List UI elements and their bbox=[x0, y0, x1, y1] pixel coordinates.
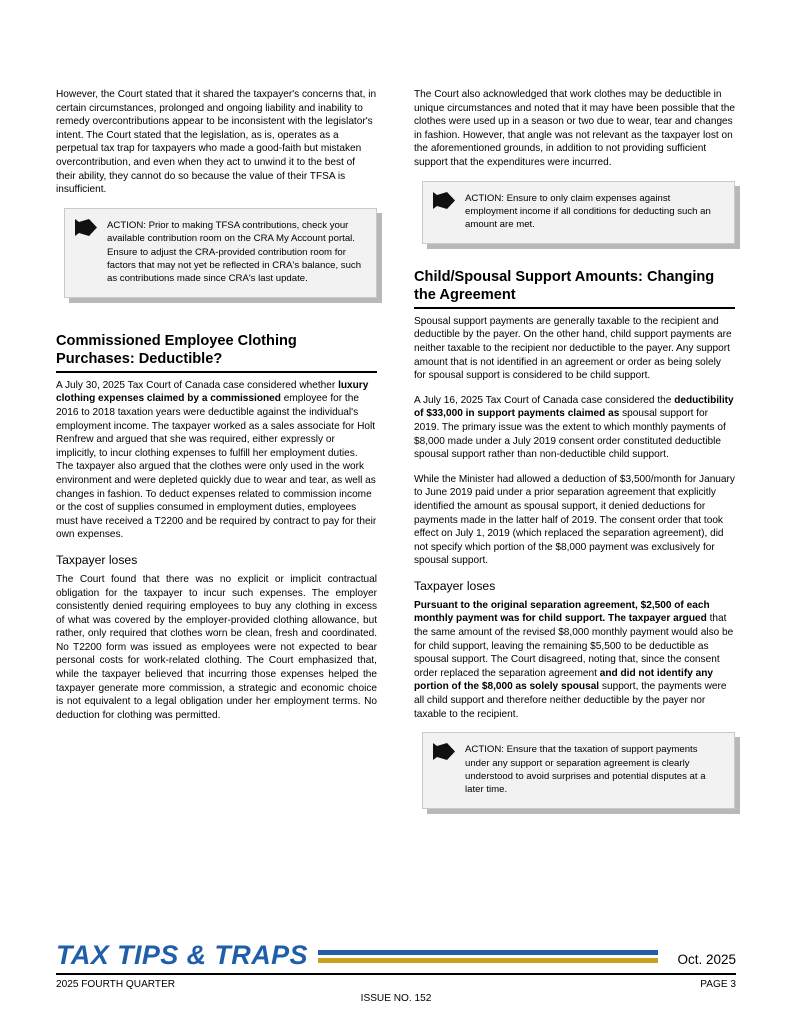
spacer bbox=[414, 258, 735, 268]
action-box-text: ACTION: Ensure to only claim expenses against employment income if all conditions for deducting such an amount are met. bbox=[465, 192, 711, 231]
text-run: employee for the 2016 to 2018 taxation years were deductible against the individual's employment income. The taxpayer worked as a sales associate for Holt Renfrew and argued that she was required, either expressly or implicitly, to incur clothing expenses to fulfill her employment duties. The taxpayer also argued that the clothes were only used in the work environment and were depleted quickly due to wear and tear, as well as changes in fashion. To deduct expenses related to commission income or the cost of supplies consumed in employment duties, employees must have received a T2200 and be required by contract to pay for their own expenses. bbox=[56, 393, 377, 541]
decorative-bars bbox=[318, 950, 658, 963]
right-column bbox=[414, 88, 735, 823]
text-run-bold: deductibility of $33,000 in support payments claimed as bbox=[414, 394, 734, 420]
left-column bbox=[56, 88, 377, 823]
right-body-paragraph-2 bbox=[414, 394, 735, 462]
text-run-bold: and did not identify any portion of the $8,000 as solely spousal bbox=[414, 667, 714, 693]
text-run-bold: luxury clothing expenses claimed by a commissioned bbox=[56, 379, 369, 405]
issue-number: ISSUE NO. 152 bbox=[360, 993, 432, 1004]
action-box-support-payments bbox=[422, 732, 735, 809]
publication-title: TAX TIPS & TRAPS bbox=[56, 939, 308, 970]
left-intro-paragraph: However, the Court stated that it shared the taxpayer's concerns that, in certain circumstances, prolonged and ongoing liability and inability to remedy overcontributions appear to be inconsistent with the legislator's intent. The Court stated that the legislation, as is, operates as a perpetual tax trap for taxpayers who made a good-faith but mistaken overcontribution, and even when they act to unwind it to the best of their ability, they cannot do so because the value of their TFSA is insufficient. bbox=[56, 89, 377, 196]
footer-bottom-inner bbox=[56, 979, 736, 1004]
left-body-paragraph-1 bbox=[56, 379, 377, 542]
footer-divider bbox=[56, 973, 736, 976]
page-number: PAGE 3 bbox=[700, 979, 736, 990]
page-footer bbox=[56, 936, 736, 1004]
section-heading-commissioned-employee-clothing: Commissioned Employee Clothing Purchases: Deductible? bbox=[56, 332, 377, 373]
spacer bbox=[56, 312, 377, 332]
issue-date: Oct. 2025 bbox=[677, 951, 736, 967]
right-intro-paragraph: The Court also acknowledged that work clothes may be deductible in unique circumstances and noted that it may have been possible that the clothes were used up in a season or two due to wear, tear and changes in fashion. However, that angle was not relevant as the taxpayer lost on the aforementioned grounds, in addition to not providing sufficient support that the expenditures were incurred. bbox=[414, 89, 735, 168]
two-column-content bbox=[56, 88, 736, 823]
arrow-icon bbox=[433, 743, 455, 760]
action-box-tfsa-contributions bbox=[64, 208, 377, 298]
text-run: support, the payments were all child support and therefore neither deductible by the payer nor taxable to the recipient. bbox=[414, 681, 727, 720]
arrow-icon bbox=[75, 219, 97, 236]
text-run-bold: Pursuant to the original separation agreement, $2,500 of each monthly payment was for child support. The taxpayer argued bbox=[414, 599, 710, 625]
section-heading-child-spousal-support: Child/Spousal Support Amounts: Changing the Agreement bbox=[414, 268, 735, 309]
text-run: A July 30, 2025 Tax Court of Canada case considered whether bbox=[56, 379, 339, 391]
right-body-paragraph-3: While the Minister had allowed a deduction of $3,500/month for January to June 2019 paid under a prior separation agreement that explicitly identified the amount as spousal support, it denied deductions for payments made in the latter half of 2019. The consent order that took effect on July 1, 2019 (which replaced the separation agreement), did not specify which portion of the $8,000 payment was exclusively for spousal support. bbox=[414, 473, 735, 567]
subheading-taxpayer-loses-right: Taxpayer loses bbox=[414, 578, 496, 593]
arrow-icon bbox=[433, 192, 455, 209]
action-box-text: ACTION: Ensure that the taxation of support payments under any support or separation agreement is clearly understood to avoid surprises and potential disputes at a later time. bbox=[465, 744, 706, 796]
bar-gold bbox=[318, 958, 658, 963]
right-body-paragraph-1: Spousal support payments are generally taxable to the recipient and deductible by the payer. On the other hand, child support payments are neither taxable to the recipient nor deductible to the payer. Any support amount that is not identified in an agreement or order as being solely for spousal support is considered to be child support. bbox=[414, 315, 732, 382]
right-body-paragraph-4 bbox=[414, 599, 735, 721]
subheading-taxpayer-loses-left: Taxpayer loses bbox=[56, 552, 138, 567]
footer-top bbox=[56, 936, 736, 970]
bar-blue bbox=[318, 950, 658, 955]
text-run: A July 16, 2025 Tax Court of Canada case considered the bbox=[414, 394, 675, 406]
left-body-paragraph-2: The Court found that there was no explicit or implicit contractual obligation for the taxpayer to incur such expenses. The employer consistently denied requiring employees to buy any clothing in excess of what was covered by the employer-provided clothing allowance, but rather, only required that clothes worn be clean, fresh and coordinated. No T2200 form was issued as employees were not expected to bear personal costs for work-related clothing. The Court emphasized that, while the taxpayer believed that incurring those expenses helped the taxpayer generate more commission, a strategic and economic choice is not equivalent to a legal obligation under her employment terms. No deduction for clothing was permitted. bbox=[56, 573, 377, 721]
footer-bottom bbox=[56, 979, 736, 1004]
action-box-text: ACTION: Prior to making TFSA contributions, check your available contribution room on the CRA My Account portal. Ensure to adjust the CRA-provided contribution room for factors that may not yet be reflected in CRA's balance, such as contributions made since CRA's last update. bbox=[107, 219, 362, 285]
text-run: spousal support for 2019. The primary issue was the extent to which monthly payments of $8,000 made under a July 2019 consent order constituted deductible spousal support rather than non-deductible child support. bbox=[414, 408, 726, 461]
action-box-employment-expenses bbox=[422, 181, 735, 244]
quarter-label: 2025 FOURTH QUARTER bbox=[56, 979, 176, 990]
text-run: that the same amount of the revised $8,000 monthly payment would also be for child support, leaving the remaining $5,500 to be deductible as spousal support. The Court disagreed, noting that, since the consent order replaced the separation agreement bbox=[414, 613, 734, 679]
